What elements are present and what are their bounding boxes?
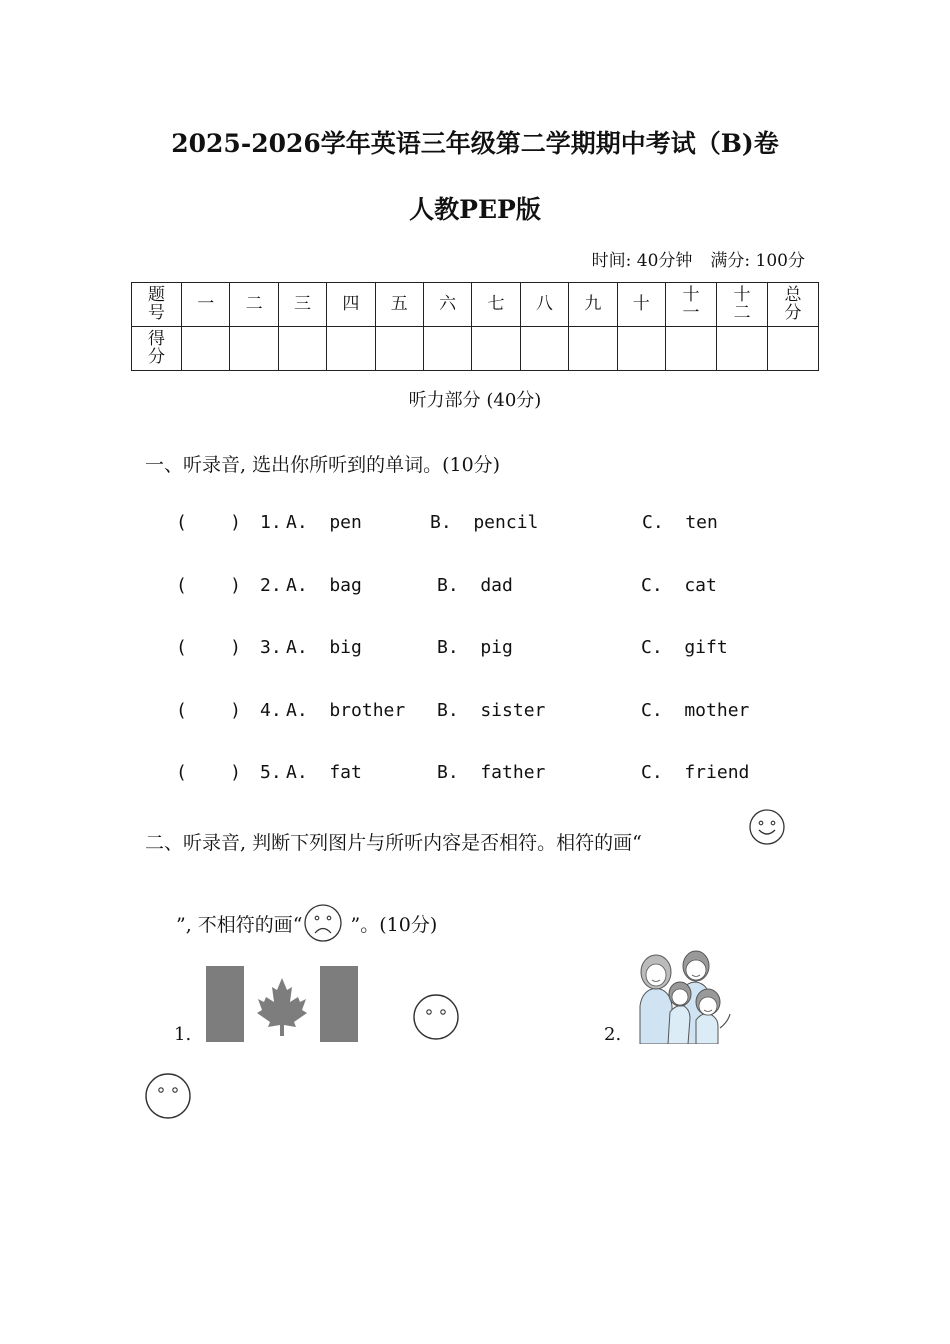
score-cell[interactable] [768, 327, 819, 371]
exam-meta [592, 246, 805, 271]
table-col: 二 [230, 283, 278, 327]
score-cell[interactable] [717, 327, 768, 371]
score-cell[interactable] [278, 327, 326, 371]
answer-blank[interactable]: ( ) [176, 637, 242, 658]
table-col [666, 283, 717, 327]
score-table-score-row [132, 327, 819, 371]
row1-label: 题号 [148, 284, 165, 323]
score-cell[interactable] [423, 327, 471, 371]
question-row [176, 512, 816, 536]
question-number: 3. [260, 637, 282, 658]
option-b: B. dad [437, 575, 513, 596]
score-cell[interactable] [666, 327, 717, 371]
table-col: 五 [375, 283, 423, 327]
question-number: 5. [260, 762, 282, 783]
table-col [717, 283, 768, 327]
option-c: C. gift [641, 637, 728, 658]
part2-instruction-b: ”。(10分) [350, 914, 438, 936]
section-title: 听力部分 (40分) [408, 390, 542, 411]
row2-label: 得分 [148, 328, 165, 367]
part2-instruction-line2 [176, 903, 437, 943]
item-number: 1. [174, 1024, 192, 1045]
option-b: B. pencil [430, 512, 539, 533]
part2-instruction-line1: 二、听录音, 判断下列图片与所听内容是否相符。相符的画“ [145, 832, 642, 854]
option-c: C. cat [641, 575, 717, 596]
score-cell[interactable] [520, 327, 568, 371]
family-image [632, 946, 734, 1044]
option-a: A. big [286, 637, 362, 658]
table-col-label: 总分 [784, 284, 802, 323]
answer-blank[interactable]: ( ) [176, 575, 242, 596]
score-table [131, 282, 819, 371]
part2-instruction-a: ”, 不相符的画“ [176, 914, 303, 936]
score-cell[interactable] [182, 327, 230, 371]
score-cell[interactable] [569, 327, 617, 371]
option-b: B. pig [437, 637, 513, 658]
option-b: B. father [437, 762, 546, 783]
question-number: 1. [260, 512, 282, 533]
table-col: 十 [617, 283, 665, 327]
table-col: 八 [520, 283, 568, 327]
score-cell[interactable] [617, 327, 665, 371]
table-label-defen [132, 327, 182, 371]
option-c: C. mother [641, 700, 750, 721]
exam-full-score: 满分: 100分 [710, 251, 805, 271]
smiley-face-icon [748, 808, 786, 846]
table-col: 九 [569, 283, 617, 327]
table-label-tihao [132, 283, 182, 327]
question-row [176, 637, 816, 661]
question-row [176, 700, 816, 724]
score-cell[interactable] [230, 327, 278, 371]
blank-face-icon[interactable] [412, 993, 460, 1041]
table-col: 四 [327, 283, 375, 327]
question-row [176, 762, 816, 786]
exam-subtitle: 人教PEP版 [409, 195, 541, 224]
option-a: A. brother [286, 700, 406, 721]
blank-face-icon[interactable] [144, 1072, 192, 1120]
item-number: 2. [604, 1024, 622, 1045]
option-a: A. fat [286, 762, 362, 783]
table-col [768, 283, 819, 327]
exam-title: 2025-2026学年英语三年级第二学期期中考试（B)卷 [171, 129, 779, 158]
question-row [176, 575, 816, 599]
table-col-label: 十一 [682, 284, 700, 323]
answer-blank[interactable]: ( ) [176, 762, 242, 783]
part1-instruction: 一、听录音, 选出你所听到的单词。(10分) [145, 454, 501, 476]
score-cell[interactable] [327, 327, 375, 371]
answer-blank[interactable]: ( ) [176, 700, 242, 721]
score-cell[interactable] [375, 327, 423, 371]
option-a: A. pen [286, 512, 362, 533]
table-col: 七 [472, 283, 520, 327]
option-b: B. sister [437, 700, 546, 721]
score-table-header-row [132, 283, 819, 327]
table-col: 六 [423, 283, 471, 327]
sad-face-icon [303, 903, 347, 943]
answer-blank[interactable]: ( ) [176, 512, 242, 533]
question-number: 2. [260, 575, 282, 596]
canada-flag-image [206, 966, 358, 1042]
option-c: C. ten [642, 512, 718, 533]
score-cell[interactable] [472, 327, 520, 371]
option-c: C. friend [641, 762, 750, 783]
option-a: A. bag [286, 575, 362, 596]
table-col: 一 [182, 283, 230, 327]
question-number: 4. [260, 700, 282, 721]
table-col-label: 十二 [733, 284, 751, 323]
table-col: 三 [278, 283, 326, 327]
exam-time: 时间: 40分钟 [591, 251, 693, 271]
